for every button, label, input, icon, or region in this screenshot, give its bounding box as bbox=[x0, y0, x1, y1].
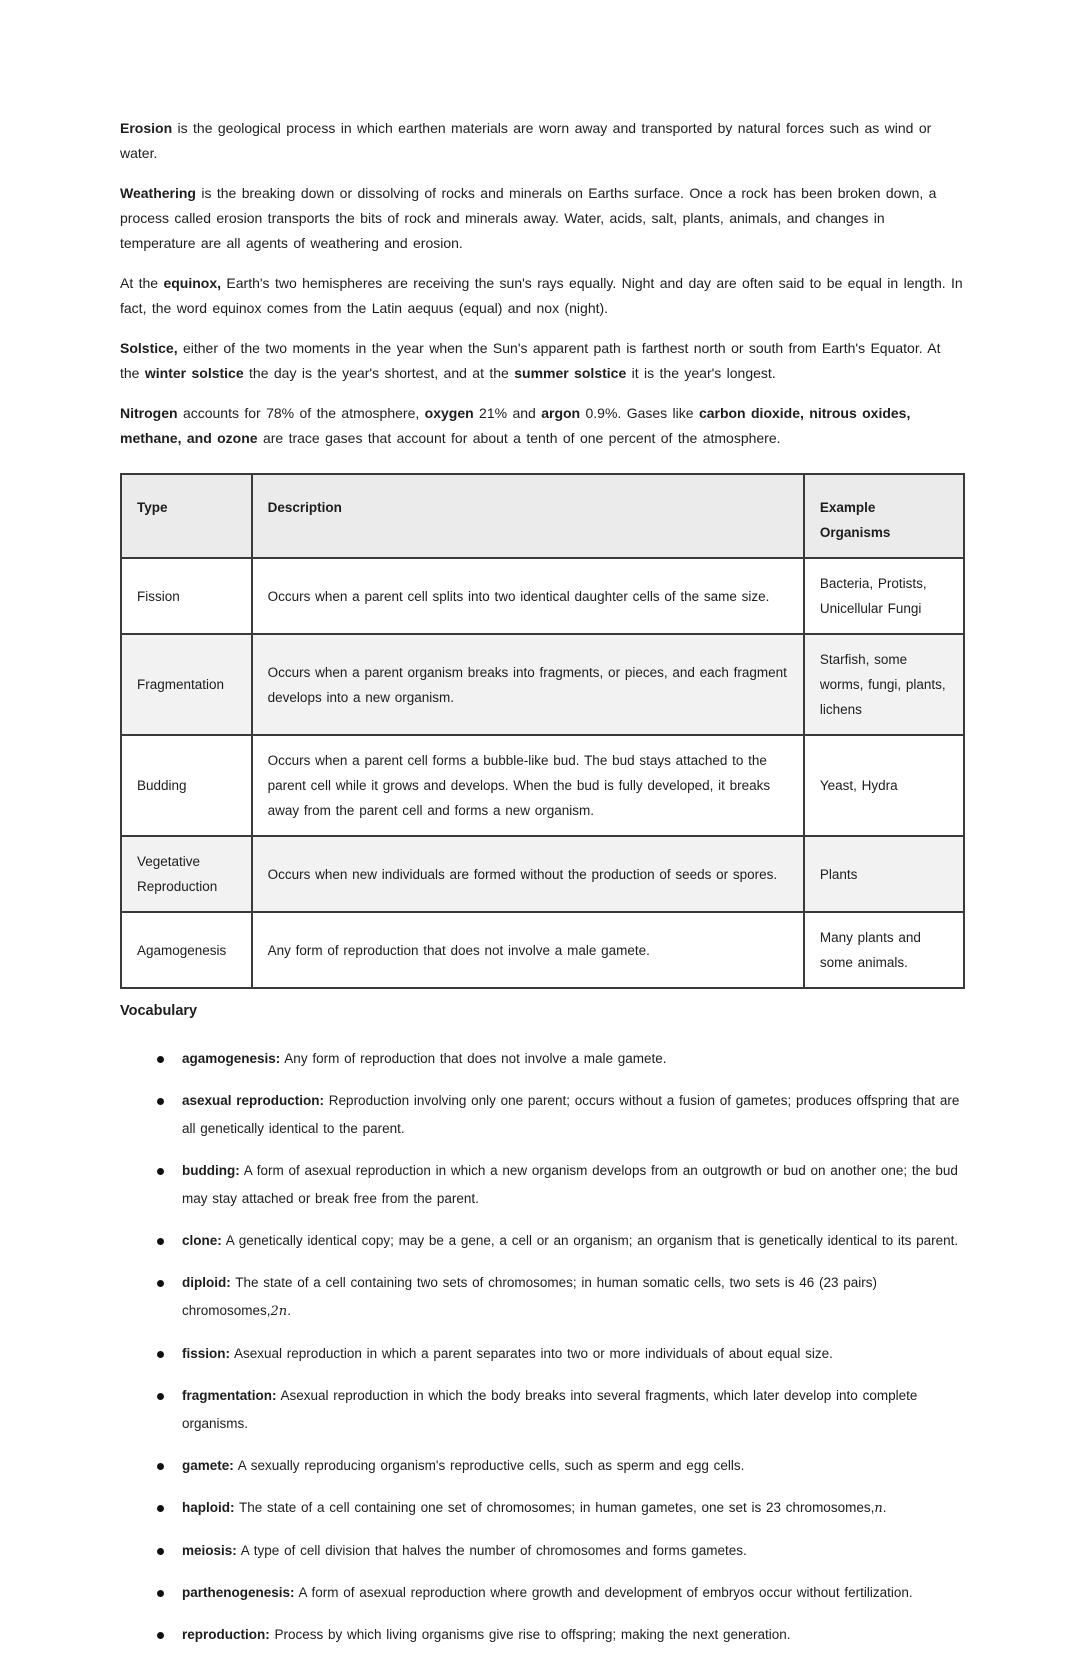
vocab-item bbox=[120, 1087, 965, 1143]
table-row bbox=[121, 836, 964, 912]
bold-term: carbon dioxide, nitrous oxides, methane, and ozone bbox=[120, 405, 911, 446]
bullet-icon bbox=[157, 1505, 164, 1512]
bold-term: argon bbox=[541, 405, 581, 421]
vocab-text: meiosis: A type of cell division that halves the number of chromosomes and forms gametes. bbox=[182, 1543, 747, 1558]
type-cell: Vegetative Reproduction bbox=[121, 836, 252, 912]
reproduction-table-head bbox=[121, 474, 964, 558]
vocab-text: gamete: A sexually reproducing organism's reproductive cells, such as sperm and egg cells. bbox=[182, 1458, 745, 1473]
bold-term: Erosion bbox=[120, 120, 173, 136]
vocab-text: agamogenesis: Any form of reproduction that does not involve a male gamete. bbox=[182, 1051, 667, 1066]
bullet-icon bbox=[157, 1280, 164, 1287]
vocab-item bbox=[120, 1269, 965, 1326]
table-header-type: Type bbox=[121, 474, 252, 558]
vocab-item bbox=[120, 1340, 965, 1368]
vocab-item bbox=[120, 1621, 965, 1649]
description-cell: Occurs when new individuals are formed without the production of seeds or spores. bbox=[252, 836, 804, 912]
examples-cell: Many plants and some animals. bbox=[804, 912, 964, 988]
math-notation: 2n bbox=[270, 1304, 288, 1319]
vocab-text: fragmentation: Asexual reproduction in which the body breaks into several fragments, which later develop into complete organisms. bbox=[182, 1388, 918, 1431]
type-cell: Fragmentation bbox=[121, 634, 252, 735]
vocab-text: diploid: The state of a cell containing two sets of chromosomes; in human somatic cells, two sets is 46 (23 pairs) chromosomes,2n. bbox=[182, 1275, 878, 1319]
vocab-text: reproduction: Process by which living organisms give rise to offspring; making the next generation. bbox=[182, 1627, 791, 1642]
reproduction-table bbox=[120, 473, 965, 989]
vocab-term: budding: bbox=[182, 1163, 240, 1178]
bold-term: Weathering bbox=[120, 185, 196, 201]
bold-term: Solstice, bbox=[120, 340, 178, 356]
text-segment: At the bbox=[120, 275, 164, 291]
vocab-item bbox=[120, 1227, 965, 1255]
table-header-example-organisms: Example Organisms bbox=[804, 474, 964, 558]
examples-cell: Bacteria, Protists, Unicellular Fungi bbox=[804, 558, 964, 634]
text-segment: is the geological process in which earthen materials are worn away and transported by natural forces such as wind or water. bbox=[120, 120, 932, 161]
vocab-text: clone: A genetically identical copy; may be a gene, a cell or an organism; an organism that is genetically identical to its parent. bbox=[182, 1233, 959, 1248]
text-segment: the day is the year's shortest, and at the bbox=[243, 365, 515, 381]
vocab-term: reproduction: bbox=[182, 1627, 270, 1642]
vocab-term: fission: bbox=[182, 1346, 231, 1361]
table-row bbox=[121, 558, 964, 634]
vocab-item bbox=[120, 1494, 965, 1523]
bullet-icon bbox=[157, 1168, 164, 1175]
bullet-icon bbox=[157, 1238, 164, 1245]
type-cell: Fission bbox=[121, 558, 252, 634]
vocabulary-list bbox=[120, 1045, 965, 1649]
description-cell: Occurs when a parent cell forms a bubble-like bud. The bud stays attached to the parent cell while it grows and develops. When the bud is fully developed, it breaks away from the parent cell and forms a new organism. bbox=[252, 735, 804, 836]
text-segment: accounts for 78% of the atmosphere, bbox=[177, 405, 425, 421]
vocabulary-heading: Vocabulary bbox=[120, 1003, 198, 1019]
vocab-text: asexual reproduction: Reproduction involving only one parent; occurs without a fusion of gametes; produces offspring that are all genetically identical to the parent. bbox=[182, 1093, 960, 1136]
vocab-item bbox=[120, 1157, 965, 1213]
vocab-text: budding: A form of asexual reproduction in which a new organism develops from an outgrowth or bud on another one; the bud may stay attached or break free from the parent. bbox=[182, 1163, 958, 1206]
paragraph bbox=[120, 116, 965, 166]
table-header-description: Description bbox=[252, 474, 804, 558]
bullet-icon bbox=[157, 1632, 164, 1639]
bold-term: Nitrogen bbox=[120, 405, 178, 421]
vocab-text: fission: Asexual reproduction in which a parent separates into two or more individuals of about equal size. bbox=[182, 1346, 833, 1361]
table-header-row bbox=[121, 474, 964, 558]
text-segment: it is the year's longest. bbox=[626, 365, 776, 381]
bullet-icon bbox=[157, 1098, 164, 1105]
text-segment: are trace gases that account for about a tenth of one percent of the atmosphere. bbox=[257, 430, 781, 446]
description-cell: Occurs when a parent organism breaks into fragments, or pieces, and each fragment develops into a new organism. bbox=[252, 634, 804, 735]
page-content bbox=[120, 116, 965, 1663]
examples-cell: Plants bbox=[804, 836, 964, 912]
vocab-item bbox=[120, 1045, 965, 1073]
text-segment: either of the two moments in the year when the Sun's apparent path is farthest north or south from Earth's Equator. At the bbox=[120, 340, 941, 381]
bullet-icon bbox=[157, 1351, 164, 1358]
examples-cell: Starfish, some worms, fungi, plants, lichens bbox=[804, 634, 964, 735]
text-segment: 0.9%. Gases like bbox=[580, 405, 699, 421]
vocab-text: haploid: The state of a cell containing one set of chromosomes; in human gametes, one set is 23 chromosomes,n. bbox=[182, 1500, 887, 1516]
text-segment: 21% and bbox=[473, 405, 542, 421]
table-row bbox=[121, 912, 964, 988]
vocab-item bbox=[120, 1579, 965, 1607]
vocab-item bbox=[120, 1537, 965, 1565]
bold-term: equinox, bbox=[163, 275, 222, 291]
vocab-term: parthenogenesis: bbox=[182, 1585, 295, 1600]
paragraph bbox=[120, 401, 965, 451]
bold-term: oxygen bbox=[424, 405, 474, 421]
vocab-term: fragmentation: bbox=[182, 1388, 277, 1403]
math-notation: n bbox=[874, 1501, 883, 1516]
paragraph bbox=[120, 336, 965, 386]
type-cell: Budding bbox=[121, 735, 252, 836]
description-cell: Any form of reproduction that does not involve a male gamete. bbox=[252, 912, 804, 988]
text-segment: is the breaking down or dissolving of rocks and minerals on Earths surface. Once a rock has been broken down, a process called erosion transports the bits of rock and minerals away. Water, acids, salt, plants, animals, and changes in temperature are all agents of weathering and erosion. bbox=[120, 185, 937, 251]
vocab-term: asexual reproduction: bbox=[182, 1093, 325, 1108]
bold-term: winter solstice bbox=[144, 365, 244, 381]
vocab-item bbox=[120, 1452, 965, 1480]
bold-term: summer solstice bbox=[514, 365, 627, 381]
vocab-item bbox=[120, 1382, 965, 1438]
examples-cell: Yeast, Hydra bbox=[804, 735, 964, 836]
table-row bbox=[121, 634, 964, 735]
vocab-term: gamete: bbox=[182, 1458, 234, 1473]
paragraph bbox=[120, 181, 965, 256]
bullet-icon bbox=[157, 1548, 164, 1555]
vocab-term: meiosis: bbox=[182, 1543, 237, 1558]
bullet-icon bbox=[157, 1463, 164, 1470]
table-row bbox=[121, 735, 964, 836]
vocab-text: parthenogenesis: A form of asexual reproduction where growth and development of embryos occur without fertilization. bbox=[182, 1585, 913, 1600]
bullet-icon bbox=[157, 1393, 164, 1400]
bullet-icon bbox=[157, 1590, 164, 1597]
bullet-icon bbox=[157, 1056, 164, 1063]
intro-paragraphs bbox=[120, 116, 965, 451]
text-segment: Earth's two hemispheres are receiving the sun's rays equally. Night and day are often said to be equal in length. In fact, the word equinox comes from the Latin aequus (equal) and nox (night). bbox=[120, 275, 963, 316]
vocab-term: haploid: bbox=[182, 1500, 235, 1515]
paragraph bbox=[120, 271, 965, 321]
vocab-term: clone: bbox=[182, 1233, 222, 1248]
vocab-term: diploid: bbox=[182, 1275, 231, 1290]
description-cell: Occurs when a parent cell splits into two identical daughter cells of the same size. bbox=[252, 558, 804, 634]
type-cell: Agamogenesis bbox=[121, 912, 252, 988]
reproduction-table-body bbox=[121, 558, 964, 988]
vocab-term: agamogenesis: bbox=[182, 1051, 281, 1066]
